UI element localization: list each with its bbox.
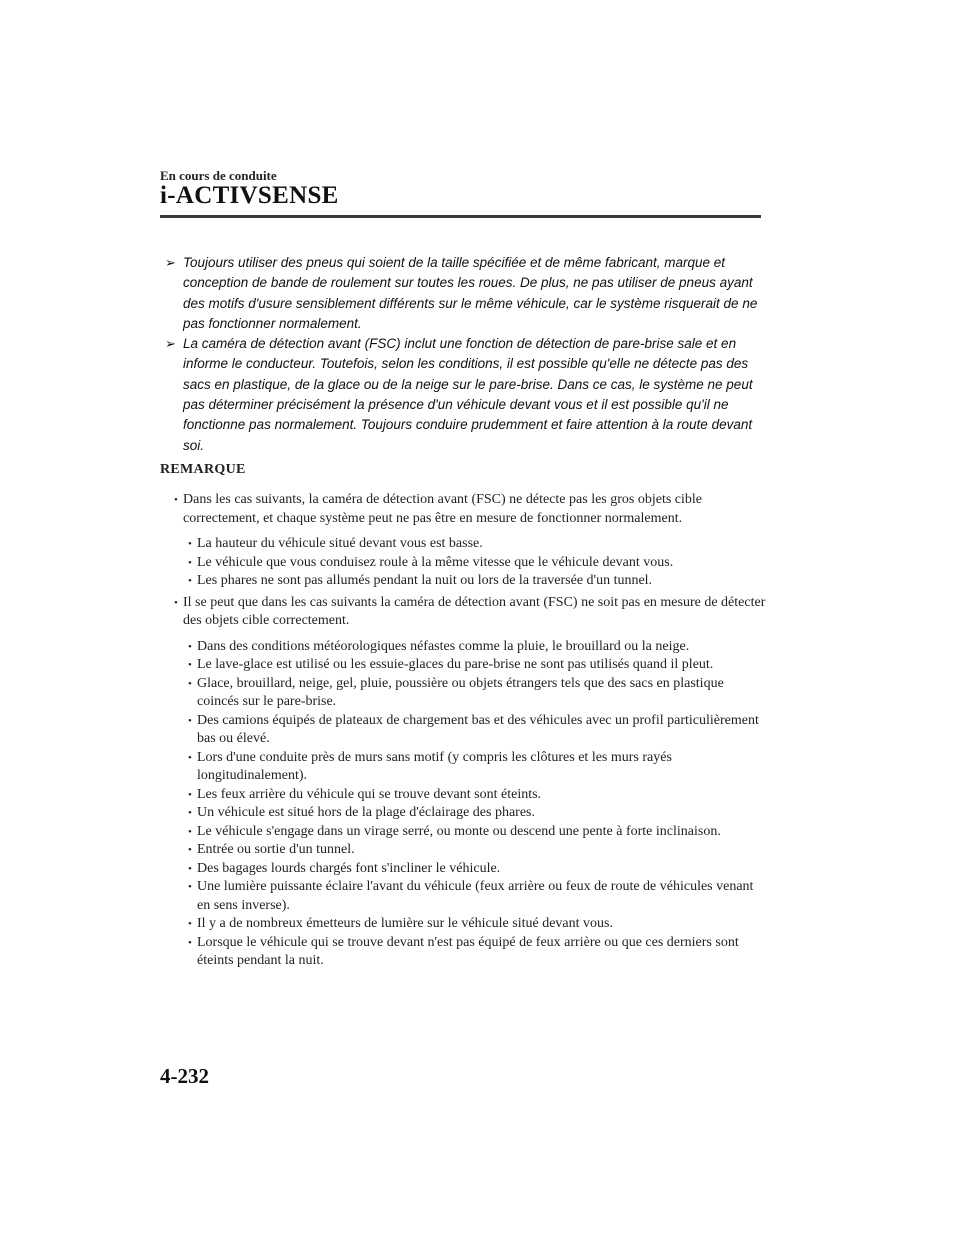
bullet-dot-icon: • (188, 659, 192, 671)
bullet-dot-icon: • (174, 494, 178, 506)
bullet-dot-icon: • (188, 714, 192, 727)
subnote-item (188, 554, 766, 573)
subnote-item (188, 915, 766, 934)
subnote-text: Une lumière puissante éclaire l'avant du véhicule (feux arrière ou feux de route de véhicules venant en sens inverse). (197, 879, 754, 913)
section-label: En cours de conduite (160, 168, 277, 183)
bullet-dot-icon: • (188, 788, 192, 801)
remark-list (174, 491, 766, 974)
note-text: Dans les cas suivants, la caméra de détection avant (FSC) ne détecte pas les gros objets cible correctement, et chaque système peut ne pas être en mesure de fonctionner normalement. (183, 492, 702, 526)
subnote-item (188, 823, 766, 842)
subnote-item (188, 638, 766, 657)
subnote-text: Les feux arrière du véhicule qui se trouve devant sont éteints. (197, 786, 542, 802)
bullet-dot-icon: • (188, 575, 192, 587)
bullet-dot-icon: • (188, 538, 192, 550)
note-item (174, 594, 766, 631)
bullet-dot-icon: • (174, 596, 178, 609)
subnote-item (188, 675, 766, 712)
page-number: 4-232 (160, 1064, 209, 1088)
subnote-text: Entrée ou sortie d'un tunnel. (197, 842, 355, 857)
note-sublist (174, 535, 766, 591)
subnote-text: Il y a de nombreux émetteurs de lumière sur le véhicule situé devant vous. (197, 916, 613, 931)
remark-heading: REMARQUE (160, 462, 246, 477)
subnote-text: Des camions équipés de plateaux de chargement bas et des véhicules avec un profil particulièrement bas ou élevé. (197, 712, 759, 746)
bullet-dot-icon: • (188, 881, 192, 893)
subnote-text: Dans des conditions météorologiques néfastes comme la pluie, le brouillard ou la neige. (197, 638, 690, 654)
subnote-text: Des bagages lourds chargés font s'incliner le véhicule. (197, 860, 501, 876)
bullet-dot-icon: • (188, 751, 192, 764)
subnote-text: Le véhicule s'engage dans un virage serré, ou monte ou descend une pente à forte inclinaison. (197, 823, 721, 839)
warning-item (165, 253, 765, 334)
subnote-text: Le lave-glace est utilisé ou les essuie-glaces du pare-brise ne sont pas utilisés quand il pleut. (197, 657, 714, 672)
subnote-item (188, 860, 766, 879)
bullet-dot-icon: • (188, 918, 192, 930)
subnote-item (188, 749, 766, 786)
subnote-text: Le véhicule que vous conduisez roule à la même vitesse que le véhicule devant vous. (197, 554, 674, 570)
bullet-dot-icon: • (188, 807, 192, 819)
subnote-item (188, 841, 766, 860)
warning-list (165, 253, 765, 456)
arrow-bullet-icon: ➢ (165, 336, 176, 352)
bullet-dot-icon: • (188, 825, 192, 838)
note-sublist (174, 638, 766, 971)
subnote-item (188, 804, 766, 823)
bullet-dot-icon: • (188, 677, 192, 690)
subnote-item (188, 572, 766, 591)
subnote-text: La hauteur du véhicule situé devant vous est basse. (197, 536, 483, 551)
bullet-dot-icon: • (188, 862, 192, 875)
warning-text: La caméra de détection avant (FSC) inclut une fonction de détection de pare-brise sale et en informe le conducteur. Toutefois, selon les conditions, il est possible qu'elle ne détecte pas des sacs en plastique, de la glace ou de la neige sur le pare-brise. Dans ce cas, le système ne peut pas déterminer précisément la présence d'un véhicule devant vous et il est possible qu'il ne fonctionne pas normalement. Toujours conduire prudemment et faire attention à la route devant soi. (183, 336, 753, 453)
bullet-dot-icon: • (188, 844, 192, 856)
warning-item (165, 334, 765, 456)
note-item (174, 491, 766, 528)
chapter-title: i-ACTIVSENSE (160, 182, 339, 209)
bullet-dot-icon: • (188, 640, 192, 653)
subnote-item (188, 535, 766, 554)
subnote-item (188, 934, 766, 971)
bullet-dot-icon: • (188, 556, 192, 569)
bullet-dot-icon: • (188, 936, 192, 949)
subnote-item (188, 878, 766, 915)
subnote-text: Glace, brouillard, neige, gel, pluie, poussière ou objets étrangers tels que des sacs en plastique coincés sur le pare-brise. (197, 675, 724, 709)
warning-text: Toujours utiliser des pneus qui soient de la taille spécifiée et de même fabricant, marque et conception de bande de roulement sur toutes les roues. De plus, ne pas utiliser de pneus ayant des motifs d'usure sensiblement différents sur le même véhicule, car le système risquerait de ne pas fonctionner normalement. (183, 255, 758, 331)
header-divider (160, 215, 761, 218)
subnote-text: Lorsque le véhicule qui se trouve devant n'est pas équipé de feux arrière ou que ces derniers sont éteints pendant la nuit. (197, 934, 739, 968)
subnote-text: Les phares ne sont pas allumés pendant la nuit ou lors de la traversée d'un tunnel. (197, 573, 653, 588)
subnote-text: Lors d'une conduite près de murs sans motif (y compris les clôtures et les murs rayés longitudinalement). (197, 749, 672, 783)
subnote-item (188, 786, 766, 805)
subnote-item (188, 712, 766, 749)
subnote-text: Un véhicule est situé hors de la plage d'éclairage des phares. (197, 805, 536, 820)
arrow-bullet-icon: ➢ (165, 255, 176, 270)
subnote-item (188, 656, 766, 675)
note-text: Il se peut que dans les cas suivants la caméra de détection avant (FSC) ne soit pas en mesure de détecter des objets cible correctement. (183, 594, 766, 628)
